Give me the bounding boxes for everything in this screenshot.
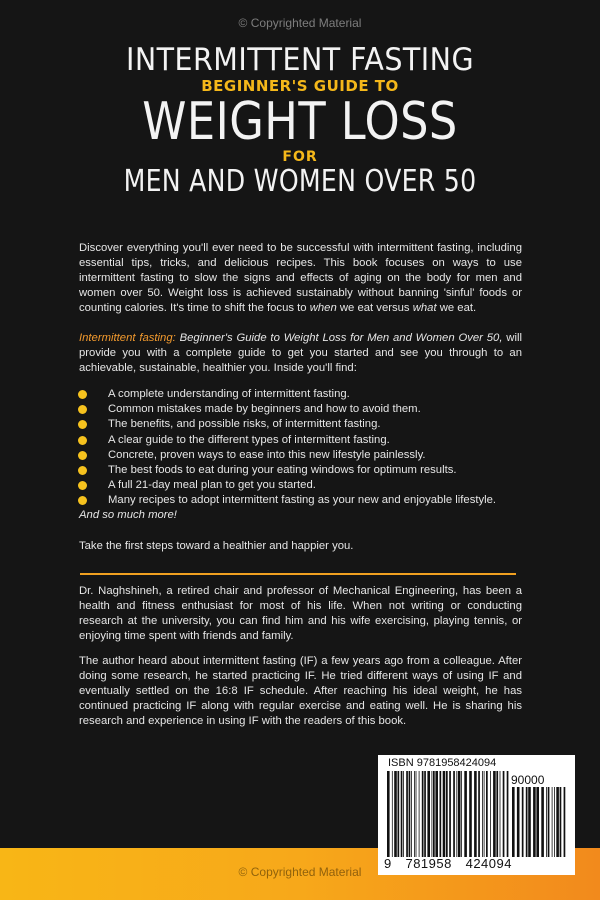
section-divider xyxy=(80,573,516,575)
barcode-addon-bars xyxy=(511,787,567,857)
list-item: A complete understanding of intermittent fasting. xyxy=(76,387,536,402)
bullet-dot-icon xyxy=(78,481,87,490)
title-line-intermittent-fasting: INTERMITTENT FASTING xyxy=(125,42,475,78)
isbn-digits xyxy=(384,856,512,871)
barcode-bar xyxy=(560,787,562,857)
isbn-digit-group2: 424094 xyxy=(465,856,512,871)
barcode-bar xyxy=(533,787,536,857)
barcode-bar xyxy=(432,771,433,857)
barcode-bar xyxy=(536,787,539,857)
barcode-bar xyxy=(464,771,467,857)
barcode-bar xyxy=(548,787,550,857)
list-item: A clear guide to the different types of intermittent fasting. xyxy=(76,433,536,448)
isbn-barcode xyxy=(378,755,575,875)
barcode-bar xyxy=(427,771,430,857)
barcode-bar xyxy=(406,771,408,857)
barcode-bar xyxy=(398,771,400,857)
copyright-watermark-bottom: © Copyrighted Material xyxy=(238,865,362,879)
title-line-for: FOR xyxy=(282,149,318,165)
barcode-bar xyxy=(493,771,496,857)
copyright-watermark-top: © Copyrighted Material xyxy=(238,16,362,30)
barcode-bar xyxy=(469,771,472,857)
barcode-bar xyxy=(440,771,442,857)
barcode-bar xyxy=(416,771,417,857)
barcode-bar xyxy=(458,771,461,857)
barcode-bar xyxy=(403,771,404,857)
barcode-bar xyxy=(414,771,415,857)
title-line-men-women: MEN AND WOMEN OVER 50 xyxy=(123,164,477,199)
barcode-bar xyxy=(522,787,524,857)
barcode-bar xyxy=(478,771,480,857)
author-story-paragraph: The author heard about intermittent fasting (IF) a few years ago from a colleague. After doing some research, he started practicing IF. He tried different ways of using IF and eventually settled on the 16:8 IF schedule. After reaching his ideal weight, he has continued practicing IF along with regular exercise and eating well. He is sharing his research and experience in using IF with the readers of this book. xyxy=(79,655,522,727)
barcode-bar xyxy=(449,771,451,857)
barcode-bar xyxy=(424,771,426,857)
barcode-bar xyxy=(409,771,411,857)
list-item: Common mistakes made by beginners and how to avoid them. xyxy=(76,402,536,417)
barcode-bar xyxy=(564,787,566,857)
barcode-bar xyxy=(392,771,393,857)
barcode-bar xyxy=(411,771,412,857)
barcode-bar xyxy=(554,787,555,857)
title-line-beginners-guide: BEGINNER'S GUIDE TO xyxy=(201,77,399,95)
book-summary-paragraph: Intermittent fasting: Beginner's Guide to Weight Loss for Men and Women Over 50, will provide you with a complete guide to get you started and see you through to an achievable, sustainable, healthier you. Inside you'll find: xyxy=(79,332,522,374)
call-to-action: Take the first steps toward a healthier and happier you. xyxy=(79,540,354,552)
author-bio-paragraph: Dr. Naghshineh, a retired chair and professor of Mechanical Engineering, has been a health and fitness enthusiast for most of his life. When not writing or conducting research at the university, you can find him and his wife exercising, playing tennis, or enjoying time spent with friends and family. xyxy=(79,585,522,642)
barcode-bar xyxy=(552,787,553,857)
barcode-bar xyxy=(528,787,531,857)
barcode-bar xyxy=(456,771,457,857)
barcode-bar xyxy=(484,771,485,857)
barcode-bar xyxy=(546,787,547,857)
bullet-dot-icon xyxy=(78,496,87,505)
barcode-bar xyxy=(486,771,488,857)
barcode-bar xyxy=(517,787,520,857)
barcode-bar xyxy=(394,771,397,857)
barcode-bar xyxy=(541,787,544,857)
isbn-digit-first: 9 xyxy=(384,856,392,871)
barcode-bar xyxy=(512,787,515,857)
list-item: Many recipes to adopt intermittent fasting as your new and enjoyable lifestyle. xyxy=(76,493,536,508)
bullet-dot-icon xyxy=(78,405,87,414)
barcode-bar xyxy=(496,771,498,857)
price-code: 90000 xyxy=(511,773,545,787)
barcode-bar xyxy=(422,771,424,857)
barcode-bar xyxy=(433,771,435,857)
list-item: Concrete, proven ways to ease into this new lifestyle painlessly. xyxy=(76,448,536,463)
bullet-dot-icon xyxy=(78,466,87,475)
barcode-bar xyxy=(474,771,477,857)
barcode-bar xyxy=(482,771,483,857)
barcode-bar xyxy=(401,771,403,857)
feature-list xyxy=(76,387,536,509)
bullet-dot-icon xyxy=(78,390,87,399)
book-title-accent: Intermittent fasting: xyxy=(79,332,176,344)
list-item: A full 21-day meal plan to get you started. xyxy=(76,478,536,493)
list-item: The best foods to eat during your eating windows for optimum results. xyxy=(76,463,536,478)
barcode-bar xyxy=(419,771,420,857)
barcode-main-bars xyxy=(386,771,509,857)
bullet-dot-icon xyxy=(78,436,87,445)
barcode-bar xyxy=(556,787,559,857)
barcode-bar xyxy=(490,771,491,857)
barcode-bar xyxy=(507,771,509,857)
list-item: The benefits, and possible risks, of intermittent fasting. xyxy=(76,417,536,432)
and-more-text: And so much more! xyxy=(79,509,177,521)
intro-paragraph: Discover everything you'll ever need to be successful with intermittent fasting, including essential tips, tricks, and delicious recipes. This book focuses on ways to use intermittent fasting to slow the signs and effects of aging on the body for men and women over 50. Weight loss is achieved sustainably without banning 'sinful' foods or counting calories. It's time to shift the focus to when we eat versus what we eat. xyxy=(79,242,522,314)
barcode-bar xyxy=(453,771,455,857)
isbn-label: ISBN 9781958424094 xyxy=(388,757,497,769)
barcode-bar xyxy=(435,771,438,857)
title-block xyxy=(0,40,600,200)
barcode-bar xyxy=(500,771,501,857)
isbn-digit-group1: 781958 xyxy=(405,856,452,871)
barcode-bar xyxy=(446,771,448,857)
barcode-bar xyxy=(503,771,505,857)
barcode-bar xyxy=(526,787,528,857)
bullet-dot-icon xyxy=(78,451,87,460)
barcode-bar xyxy=(443,771,446,857)
barcode-bar xyxy=(461,771,462,857)
bullet-dot-icon xyxy=(78,420,87,429)
barcode-bar xyxy=(387,771,390,857)
title-line-weight-loss: WEIGHT LOSS xyxy=(142,92,458,152)
